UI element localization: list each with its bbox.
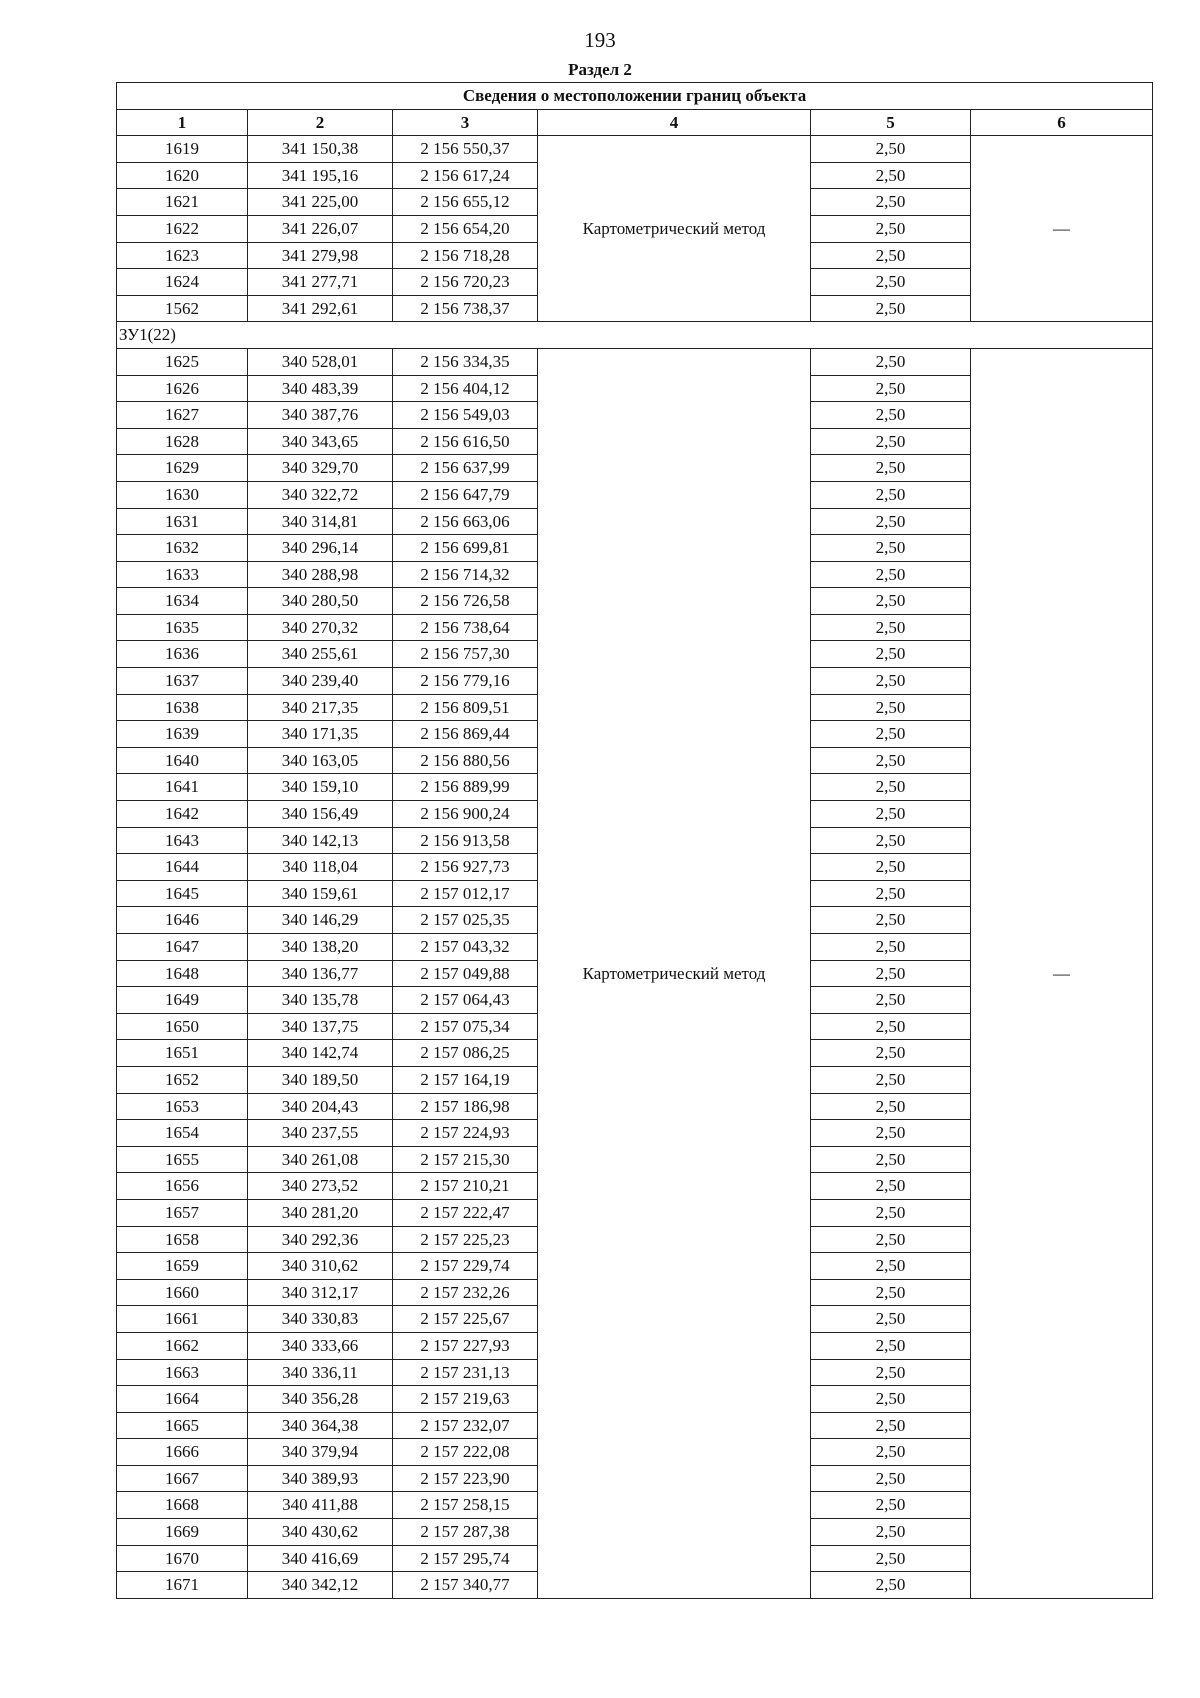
point-number: 1661 [117, 1306, 248, 1333]
point-number: 1652 [117, 1066, 248, 1093]
coordinate-y: 2 156 637,99 [393, 455, 538, 482]
coordinate-x: 341 226,07 [248, 215, 393, 242]
method-cell: Картометрический метод [538, 136, 811, 322]
point-number: 1647 [117, 934, 248, 961]
coordinate-x: 340 528,01 [248, 348, 393, 375]
point-number: 1624 [117, 269, 248, 296]
coordinate-x: 340 310,62 [248, 1253, 393, 1280]
accuracy-value: 2,50 [811, 987, 971, 1014]
point-number: 1666 [117, 1439, 248, 1466]
accuracy-value: 2,50 [811, 1093, 971, 1120]
coordinate-x: 340 135,78 [248, 987, 393, 1014]
table-body [117, 136, 1153, 1599]
coordinate-x: 341 195,16 [248, 162, 393, 189]
coordinate-x: 340 171,35 [248, 721, 393, 748]
accuracy-value: 2,50 [811, 1386, 971, 1413]
coordinate-x: 340 189,50 [248, 1066, 393, 1093]
point-number: 1668 [117, 1492, 248, 1519]
column-header: 6 [971, 109, 1153, 136]
accuracy-value: 2,50 [811, 960, 971, 987]
coordinate-y: 2 157 012,17 [393, 880, 538, 907]
accuracy-value: 2,50 [811, 189, 971, 216]
point-number: 1644 [117, 854, 248, 881]
coordinate-y: 2 157 215,30 [393, 1146, 538, 1173]
accuracy-value: 2,50 [811, 934, 971, 961]
coordinate-y: 2 157 232,26 [393, 1279, 538, 1306]
coordinate-x: 340 255,61 [248, 641, 393, 668]
accuracy-value: 2,50 [811, 1465, 971, 1492]
coordinate-y: 2 156 913,58 [393, 827, 538, 854]
coordinate-y: 2 157 231,13 [393, 1359, 538, 1386]
point-number: 1632 [117, 535, 248, 562]
coordinate-x: 340 330,83 [248, 1306, 393, 1333]
accuracy-value: 2,50 [811, 348, 971, 375]
point-number: 1653 [117, 1093, 248, 1120]
accuracy-value: 2,50 [811, 242, 971, 269]
point-number: 1667 [117, 1465, 248, 1492]
coordinate-y: 2 157 222,47 [393, 1199, 538, 1226]
coordinate-x: 340 136,77 [248, 960, 393, 987]
note-cell: — [971, 348, 1153, 1598]
coordinate-x: 340 416,69 [248, 1545, 393, 1572]
point-number: 1627 [117, 402, 248, 429]
coordinate-x: 341 277,71 [248, 269, 393, 296]
coordinate-y: 2 157 224,93 [393, 1120, 538, 1147]
coordinate-y: 2 156 617,24 [393, 162, 538, 189]
point-number: 1562 [117, 295, 248, 322]
coordinate-x: 341 292,61 [248, 295, 393, 322]
accuracy-value: 2,50 [811, 827, 971, 854]
coordinate-x: 340 314,81 [248, 508, 393, 535]
point-number: 1633 [117, 561, 248, 588]
coordinate-x: 341 225,00 [248, 189, 393, 216]
coordinate-y: 2 157 043,32 [393, 934, 538, 961]
accuracy-value: 2,50 [811, 455, 971, 482]
column-header: 5 [811, 109, 971, 136]
coordinate-x: 340 387,76 [248, 402, 393, 429]
coordinate-y: 2 156 738,37 [393, 295, 538, 322]
coordinate-y: 2 157 225,23 [393, 1226, 538, 1253]
point-number: 1621 [117, 189, 248, 216]
coordinate-x: 340 159,10 [248, 774, 393, 801]
point-number: 1656 [117, 1173, 248, 1200]
accuracy-value: 2,50 [811, 1439, 971, 1466]
coordinate-x: 340 364,38 [248, 1412, 393, 1439]
point-number: 1655 [117, 1146, 248, 1173]
coordinate-y: 2 157 340,77 [393, 1572, 538, 1599]
coordinate-x: 340 329,70 [248, 455, 393, 482]
point-number: 1645 [117, 880, 248, 907]
point-number: 1671 [117, 1572, 248, 1599]
coordinate-y: 2 157 223,90 [393, 1465, 538, 1492]
accuracy-value: 2,50 [811, 1013, 971, 1040]
coordinate-x: 340 280,50 [248, 588, 393, 615]
coordinate-y: 2 157 049,88 [393, 960, 538, 987]
coordinate-y: 2 157 025,35 [393, 907, 538, 934]
point-number: 1651 [117, 1040, 248, 1067]
method-cell: Картометрический метод [538, 348, 811, 1598]
coordinate-y: 2 156 699,81 [393, 535, 538, 562]
coordinate-y: 2 157 075,34 [393, 1013, 538, 1040]
coordinate-y: 2 156 647,79 [393, 481, 538, 508]
coordinate-x: 340 270,32 [248, 614, 393, 641]
coordinate-x: 340 156,49 [248, 801, 393, 828]
coordinate-y: 2 157 064,43 [393, 987, 538, 1014]
accuracy-value: 2,50 [811, 1332, 971, 1359]
column-number-row [117, 109, 1153, 136]
coordinate-x: 340 137,75 [248, 1013, 393, 1040]
accuracy-value: 2,50 [811, 269, 971, 296]
accuracy-value: 2,50 [811, 694, 971, 721]
coordinate-y: 2 156 655,12 [393, 189, 538, 216]
coordinate-y: 2 156 549,03 [393, 402, 538, 429]
point-number: 1654 [117, 1120, 248, 1147]
accuracy-value: 2,50 [811, 1359, 971, 1386]
accuracy-value: 2,50 [811, 588, 971, 615]
table-header [117, 83, 1153, 136]
table-row [117, 348, 1153, 375]
accuracy-value: 2,50 [811, 1572, 971, 1599]
table-title: Сведения о местоположении границ объекта [117, 83, 1153, 110]
accuracy-value: 2,50 [811, 535, 971, 562]
accuracy-value: 2,50 [811, 1492, 971, 1519]
coordinate-x: 340 217,35 [248, 694, 393, 721]
coordinate-y: 2 157 086,25 [393, 1040, 538, 1067]
coordinate-y: 2 156 900,24 [393, 801, 538, 828]
accuracy-value: 2,50 [811, 1226, 971, 1253]
coordinate-x: 340 261,08 [248, 1146, 393, 1173]
accuracy-value: 2,50 [811, 162, 971, 189]
coordinate-y: 2 156 880,56 [393, 747, 538, 774]
accuracy-value: 2,50 [811, 1412, 971, 1439]
coordinate-x: 340 336,11 [248, 1359, 393, 1386]
coordinate-y: 2 156 404,12 [393, 375, 538, 402]
coordinate-y: 2 156 889,99 [393, 774, 538, 801]
page-number: 193 [584, 28, 616, 52]
accuracy-value: 2,50 [811, 854, 971, 881]
coordinate-y: 2 156 550,37 [393, 136, 538, 163]
point-number: 1642 [117, 801, 248, 828]
coordinate-x: 340 138,20 [248, 934, 393, 961]
coordinate-y: 2 157 164,19 [393, 1066, 538, 1093]
coordinate-y: 2 156 927,73 [393, 854, 538, 881]
accuracy-value: 2,50 [811, 1306, 971, 1333]
column-header: 3 [393, 109, 538, 136]
coordinate-x: 340 356,28 [248, 1386, 393, 1413]
point-number: 1628 [117, 428, 248, 455]
point-number: 1638 [117, 694, 248, 721]
accuracy-value: 2,50 [811, 136, 971, 163]
coordinate-x: 340 281,20 [248, 1199, 393, 1226]
coordinate-x: 340 204,43 [248, 1093, 393, 1120]
coordinate-x: 340 379,94 [248, 1439, 393, 1466]
point-number: 1641 [117, 774, 248, 801]
coordinate-x: 340 237,55 [248, 1120, 393, 1147]
accuracy-value: 2,50 [811, 907, 971, 934]
coordinate-y: 2 156 663,06 [393, 508, 538, 535]
point-number: 1623 [117, 242, 248, 269]
accuracy-value: 2,50 [811, 1040, 971, 1067]
coordinate-y: 2 156 718,28 [393, 242, 538, 269]
point-number: 1619 [117, 136, 248, 163]
section-title: Раздел 2 [568, 60, 632, 79]
coordinate-y: 2 157 222,08 [393, 1439, 538, 1466]
coordinate-y: 2 157 295,74 [393, 1545, 538, 1572]
coordinate-x: 340 430,62 [248, 1519, 393, 1546]
point-number: 1669 [117, 1519, 248, 1546]
coordinate-y: 2 157 232,07 [393, 1412, 538, 1439]
table-row [117, 136, 1153, 163]
column-header: 2 [248, 109, 393, 136]
coordinate-x: 340 159,61 [248, 880, 393, 907]
coordinate-y: 2 157 225,67 [393, 1306, 538, 1333]
column-header: 1 [117, 109, 248, 136]
accuracy-value: 2,50 [811, 215, 971, 242]
point-number: 1626 [117, 375, 248, 402]
point-number: 1660 [117, 1279, 248, 1306]
coordinate-y: 2 156 616,50 [393, 428, 538, 455]
coordinate-x: 341 150,38 [248, 136, 393, 163]
coordinate-x: 340 288,98 [248, 561, 393, 588]
accuracy-value: 2,50 [811, 641, 971, 668]
coordinate-x: 340 142,74 [248, 1040, 393, 1067]
point-number: 1625 [117, 348, 248, 375]
group-label: ЗУ1(22) [117, 322, 1153, 349]
point-number: 1662 [117, 1332, 248, 1359]
coordinate-x: 341 279,98 [248, 242, 393, 269]
coordinate-y: 2 157 210,21 [393, 1173, 538, 1200]
column-header: 4 [538, 109, 811, 136]
accuracy-value: 2,50 [811, 668, 971, 695]
coordinate-y: 2 156 809,51 [393, 694, 538, 721]
accuracy-value: 2,50 [811, 1253, 971, 1280]
coordinate-x: 340 312,17 [248, 1279, 393, 1306]
point-number: 1648 [117, 960, 248, 987]
accuracy-value: 2,50 [811, 880, 971, 907]
accuracy-value: 2,50 [811, 561, 971, 588]
coordinates-table [116, 82, 1153, 1599]
coordinate-y: 2 157 287,38 [393, 1519, 538, 1546]
coordinate-y: 2 156 714,32 [393, 561, 538, 588]
point-number: 1629 [117, 455, 248, 482]
point-number: 1670 [117, 1545, 248, 1572]
accuracy-value: 2,50 [811, 1519, 971, 1546]
coordinate-y: 2 157 227,93 [393, 1332, 538, 1359]
accuracy-value: 2,50 [811, 1066, 971, 1093]
accuracy-value: 2,50 [811, 1199, 971, 1226]
point-number: 1646 [117, 907, 248, 934]
coordinate-y: 2 157 229,74 [393, 1253, 538, 1280]
group-header-row [117, 322, 1153, 349]
coordinate-x: 340 142,13 [248, 827, 393, 854]
accuracy-value: 2,50 [811, 295, 971, 322]
coordinate-y: 2 156 738,64 [393, 614, 538, 641]
coordinate-x: 340 333,66 [248, 1332, 393, 1359]
point-number: 1636 [117, 641, 248, 668]
accuracy-value: 2,50 [811, 481, 971, 508]
point-number: 1630 [117, 481, 248, 508]
coordinate-x: 340 411,88 [248, 1492, 393, 1519]
coordinate-x: 340 389,93 [248, 1465, 393, 1492]
accuracy-value: 2,50 [811, 402, 971, 429]
point-number: 1637 [117, 668, 248, 695]
accuracy-value: 2,50 [811, 1545, 971, 1572]
coordinate-x: 340 322,72 [248, 481, 393, 508]
point-number: 1640 [117, 747, 248, 774]
accuracy-value: 2,50 [811, 1120, 971, 1147]
coordinate-x: 340 146,29 [248, 907, 393, 934]
coordinate-x: 340 296,14 [248, 535, 393, 562]
point-number: 1658 [117, 1226, 248, 1253]
note-cell: — [971, 136, 1153, 322]
point-number: 1622 [117, 215, 248, 242]
point-number: 1639 [117, 721, 248, 748]
coordinate-y: 2 156 869,44 [393, 721, 538, 748]
accuracy-value: 2,50 [811, 1146, 971, 1173]
accuracy-value: 2,50 [811, 614, 971, 641]
accuracy-value: 2,50 [811, 774, 971, 801]
coordinate-y: 2 156 779,16 [393, 668, 538, 695]
point-number: 1634 [117, 588, 248, 615]
accuracy-value: 2,50 [811, 747, 971, 774]
coordinate-x: 340 483,39 [248, 375, 393, 402]
accuracy-value: 2,50 [811, 721, 971, 748]
coordinate-x: 340 292,36 [248, 1226, 393, 1253]
point-number: 1663 [117, 1359, 248, 1386]
point-number: 1631 [117, 508, 248, 535]
coordinate-x: 340 239,40 [248, 668, 393, 695]
point-number: 1635 [117, 614, 248, 641]
coordinate-y: 2 157 186,98 [393, 1093, 538, 1120]
coordinate-x: 340 273,52 [248, 1173, 393, 1200]
coordinate-y: 2 156 654,20 [393, 215, 538, 242]
coordinate-x: 340 343,65 [248, 428, 393, 455]
accuracy-value: 2,50 [811, 375, 971, 402]
coordinate-x: 340 342,12 [248, 1572, 393, 1599]
point-number: 1659 [117, 1253, 248, 1280]
coordinate-y: 2 156 757,30 [393, 641, 538, 668]
coordinate-x: 340 118,04 [248, 854, 393, 881]
coordinate-y: 2 156 720,23 [393, 269, 538, 296]
point-number: 1665 [117, 1412, 248, 1439]
point-number: 1650 [117, 1013, 248, 1040]
coordinate-y: 2 156 726,58 [393, 588, 538, 615]
point-number: 1649 [117, 987, 248, 1014]
accuracy-value: 2,50 [811, 1173, 971, 1200]
accuracy-value: 2,50 [811, 1279, 971, 1306]
coordinate-y: 2 157 219,63 [393, 1386, 538, 1413]
accuracy-value: 2,50 [811, 801, 971, 828]
coordinate-y: 2 157 258,15 [393, 1492, 538, 1519]
point-number: 1657 [117, 1199, 248, 1226]
point-number: 1664 [117, 1386, 248, 1413]
point-number: 1643 [117, 827, 248, 854]
coordinate-x: 340 163,05 [248, 747, 393, 774]
accuracy-value: 2,50 [811, 508, 971, 535]
coordinate-y: 2 156 334,35 [393, 348, 538, 375]
accuracy-value: 2,50 [811, 428, 971, 455]
point-number: 1620 [117, 162, 248, 189]
